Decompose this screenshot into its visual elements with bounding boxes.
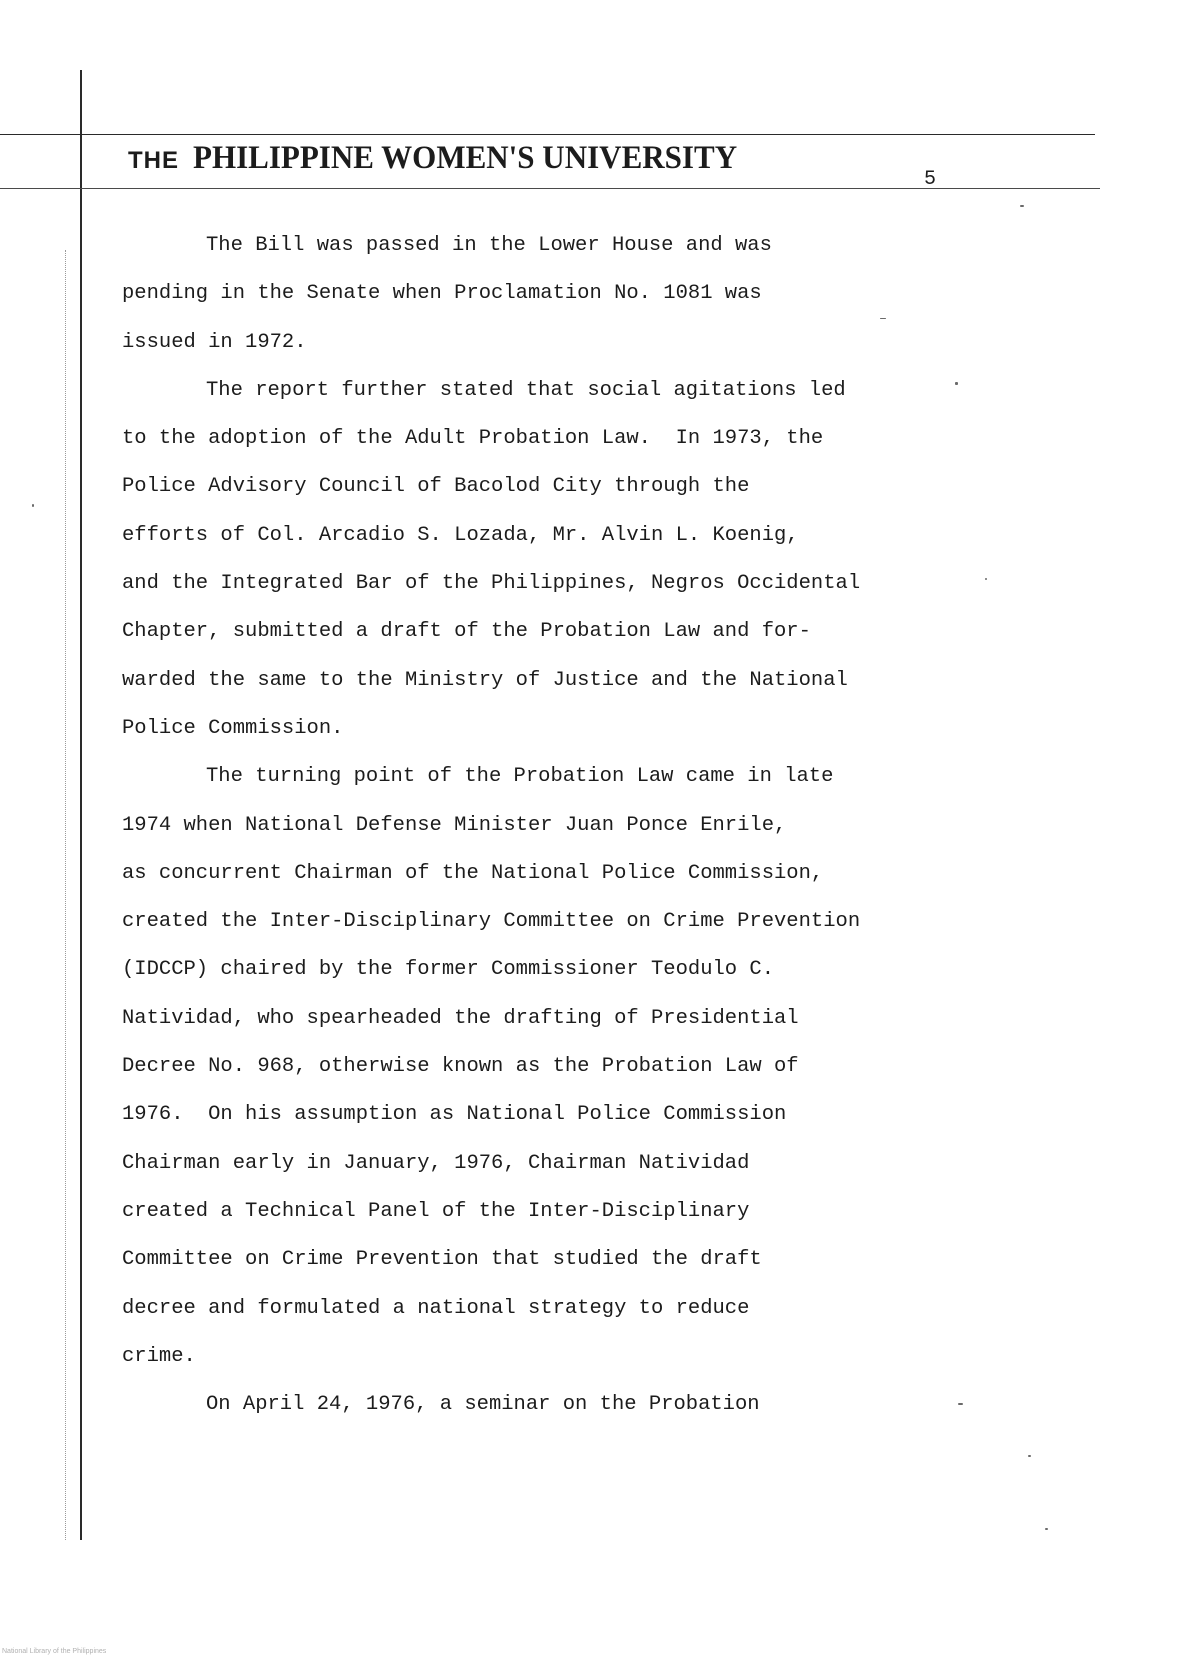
text-line: decree and formulated a national strategy to reduce	[122, 1296, 750, 1320]
text-line: The report further stated that social agitations led	[206, 378, 846, 402]
text-line: Natividad, who spearheaded the drafting of Presidential	[122, 1006, 799, 1030]
text-line: Chapter, submitted a draft of the Probation Law and for-	[122, 620, 811, 644]
scan-speck	[880, 318, 886, 319]
text-line: and the Integrated Bar of the Philippines, Negros Occidental	[122, 572, 861, 596]
text-line: Police Commission.	[122, 716, 344, 740]
letterhead	[128, 140, 772, 186]
text-line: created a Technical Panel of the Inter-Disciplinary	[122, 1199, 750, 1223]
scan-speck	[958, 1403, 963, 1405]
text-line: to the adoption of the Adult Probation Law. In 1973, the	[122, 427, 824, 451]
text-line: The Bill was passed in the Lower House and was	[206, 234, 772, 257]
text-line: pending in the Senate when Proclamation No. 1081 was	[122, 282, 762, 306]
page-number: 5	[924, 168, 937, 191]
body-text	[122, 222, 1002, 1429]
left-dotted-rule	[65, 250, 67, 1540]
scan-speck	[985, 578, 987, 580]
text-line: Chairman early in January, 1976, Chairman Natividad	[122, 1151, 750, 1175]
letterhead-article: THE	[128, 147, 179, 174]
text-line: Committee on Crime Prevention that studied the draft	[122, 1248, 762, 1272]
text-line: (IDCCP) chaired by the former Commissioner Teodulo C.	[122, 958, 775, 982]
text-line: created the Inter-Disciplinary Committee on Crime Prevention	[122, 910, 861, 934]
text-line: 1974 when National Defense Minister Juan Ponce Enrile,	[122, 813, 787, 837]
scan-speck	[955, 382, 958, 385]
text-line: 1976. On his assumption as National Police Commission	[122, 1103, 787, 1127]
scan-speck	[1028, 1455, 1031, 1457]
scan-speck	[1045, 1528, 1048, 1530]
text-line: as concurrent Chairman of the National Police Commission,	[122, 861, 824, 885]
text-line: issued in 1972.	[122, 330, 307, 354]
text-line: Police Advisory Council of Bacolod City through the	[122, 475, 750, 499]
left-margin-rule	[80, 70, 82, 1540]
letterhead-university-name: PHILIPPINE WOMEN'S UNIVERSITY	[193, 140, 738, 176]
text-line: warded the same to the Ministry of Justice and the National	[122, 668, 848, 692]
scan-speck	[1020, 205, 1024, 207]
footer-note: National Library of the Philippines	[2, 1648, 107, 1655]
text-line: On April 24, 1976, a seminar on the Probation	[206, 1393, 760, 1417]
header-top-rule	[0, 134, 1095, 135]
text-line: crime.	[122, 1344, 196, 1368]
text-line: The turning point of the Probation Law came in late	[206, 765, 834, 789]
text-line: Decree No. 968, otherwise known as the Probation Law of	[122, 1055, 799, 1079]
scan-speck	[32, 504, 34, 507]
text-line: efforts of Col. Arcadio S. Lozada, Mr. Alvin L. Koenig,	[122, 523, 799, 547]
